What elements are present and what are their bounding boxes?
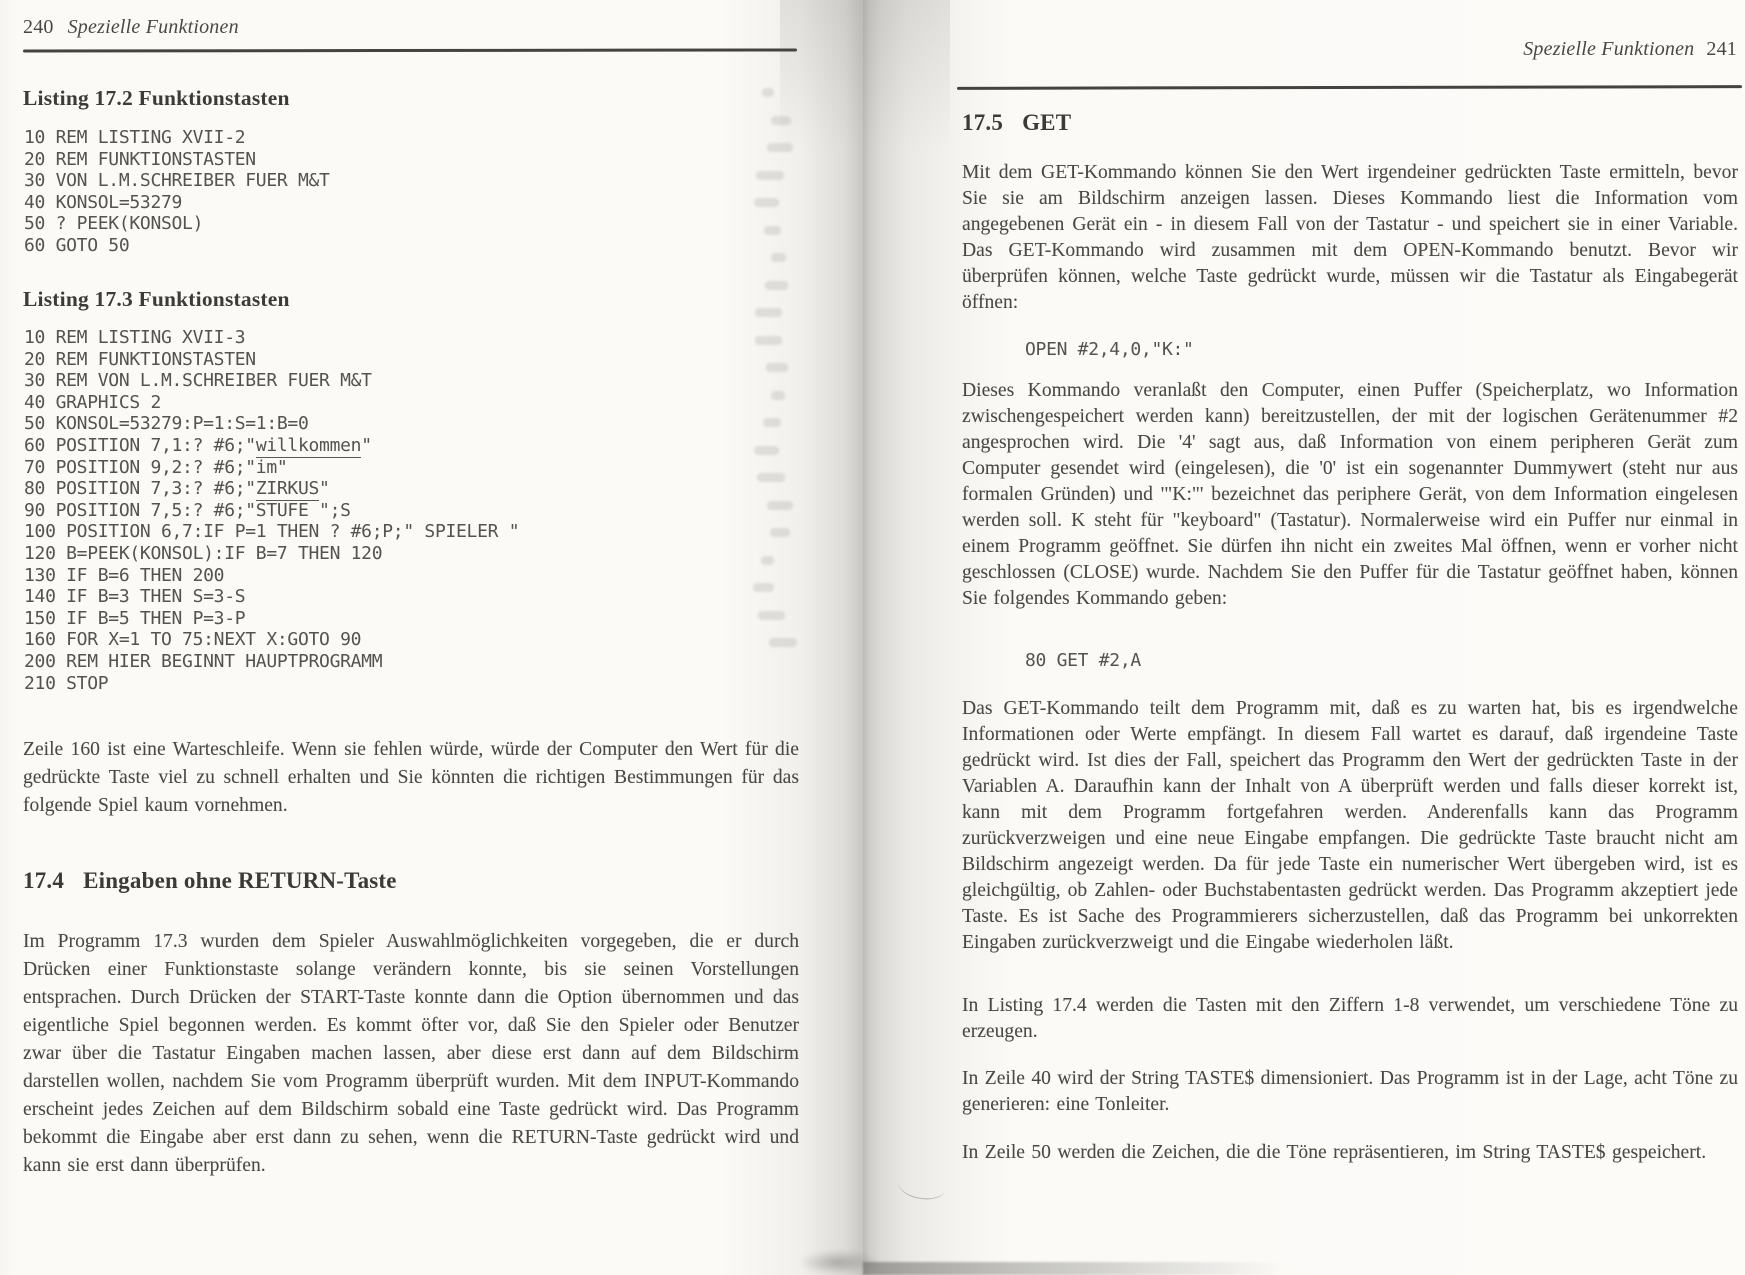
gutter-print-through	[757, 473, 785, 482]
paragraph-get-explanation: Das GET-Kommando teilt dem Programm mit, daß es zu warten hat, bis es irgendwelche Informationen oder Werte empfängt. In diesem Fall wartet es darauf, daß irgendeine Taste gedrückt wird. Ist dies der Fall, speichert das Programm den Wert der gedrückten Taste in der Variablen A. Daraufhin kann der Inhalt von A überprüft werden und falls dieser korrekt ist, kann mit dem Programm fortgefahren werden. Anderenfalls kann das Programm zurückverzweigen und eine neue Eingabe empfangen. Die gedrückte Taste braucht nicht am Bildschirm angezeigt werden. Da für jede Taste ein numerischer Wert übergeben wird, ist es gleichgültig, ob Zahlen- oder Buchstabentasten gedrückt werden. Das Programm akzeptiert jede Taste. Es ist Sache des Programmierers sicherzustellen, daß das Programm bei unkorrekten Eingaben zurückverzweigt und die Eingabe wiederholen läßt.	[962, 698, 1738, 953]
paragraph-open-explanation: Dieses Kommando veranlaßt den Computer, einen Puffer (Speicherplatz, wo Information zwischengespeichert werden kann) bereitzustellen, der mit der logischen Gerätenummer #2 angesprochen wird. Die '4' sagt aus, daß Information von einem peripheren Gerät zum Computer gesendet wird (eingelesen), die '0' ist ein sogenannter Dummywert (steht nur aus formalen Gründen) und '"K:"' bezeichnet das periphere Gerät, von dem Information eingelesen werden soll. K steht für "keyboard" (Tastatur). Normalerweise wird ein Puffer nur einmal in einem Programm geöffnet. Sie dürfen ihn nicht ein zweites Mal öffnen, wenn er vorher nicht geschlossen (CLOSE) wurde. Nachdem Sie den Puffer für die Tastatur geöffnet haben, können Sie folgendes Kommando geben:	[962, 380, 1738, 609]
gutter-print-through	[755, 308, 783, 317]
gutter-print-through	[765, 281, 788, 290]
gutter-print-through	[762, 88, 774, 97]
running-head-left	[23, 16, 239, 39]
gutter-print-through	[754, 446, 779, 455]
code-line: 10 REM LISTING XVII-3	[24, 327, 246, 348]
gutter-print-through	[767, 501, 793, 510]
code-line: 20 REM FUNKTIONSTASTEN	[24, 148, 256, 170]
code-line: 130 IF B=6 THEN 200	[24, 564, 225, 586]
code-line: 20 REM FUNKTIONSTASTEN	[24, 348, 256, 370]
gutter-print-through	[763, 418, 781, 427]
code-line: 40 GRAPHICS 2	[24, 391, 161, 413]
page-number-right: 241	[1706, 38, 1737, 60]
code-line: 150 IF B=5 THEN P=3-P	[24, 607, 246, 629]
code-get-statement: 80 GET #2,A	[1025, 650, 1141, 671]
section-heading-17-5	[962, 110, 1071, 136]
code-line: 90 POSITION 7,5:? #6;"STUFE ";S	[24, 499, 351, 521]
paragraph-17-4: Im Programm 17.3 wurden dem Spieler Auswahlmöglichkeiten vorgegeben, die er durch Drücken einer Funktionstaste solange verändern konnte, bis sie seinen Vorstellungen entsprachen. Durch Drücken der START-Taste konnte dann die Option übernommen und das eigentliche Spiel begonnen werden. Es kommt öfter vor, daß Sie den Spieler oder Benutzer zwar über die Tastatur Eingaben machen lassen, aber diese erst dann auf dem Bildschirm darstellen wollen, nachdem Sie vom Programm überprüft wurden. Mit dem INPUT-Kommando erscheint jedes Zeichen auf dem Bildschirm sobald eine Taste gedrückt wird. Das Programm bekommt die Eingabe aber erst dann zu sehen, wenn die RETURN-Taste gedrückt wird und kann sie erst dann überprüfen.	[23, 931, 799, 1176]
paragraph-zeile-40-note: In Zeile 40 wird der String TASTE$ dimensioniert. Das Programm ist in der Lage, acht Töne zu generieren: eine Tonleiter.	[962, 1068, 1738, 1115]
code-line: 60 POSITION 7,1:? #6;"willkommen"	[24, 434, 372, 456]
paragraph-zeile-160: Zeile 160 ist eine Warteschleife. Wenn sie fehlen würde, würde der Computer den Wert für die gedrückte Taste viel zu schnell erhalten und Sie könnten die richtigen Bestimmungen für das folgende Spiel kaum vornehmen.	[23, 739, 799, 816]
gutter-print-through	[753, 583, 774, 592]
listing-17-2-code	[24, 127, 330, 257]
listing-17-3-title: Listing 17.3 Funktionstasten	[23, 287, 290, 311]
gutter-print-through	[767, 143, 793, 152]
paragraph-listing-17-4-note: In Listing 17.4 werden die Tasten mit den Ziffern 1-8 verwendet, um verschiedene Töne zu erzeugen.	[962, 995, 1738, 1042]
code-line: 30 REM VON L.M.SCHREIBER FUER M&T	[24, 370, 372, 392]
gutter-print-through	[770, 528, 790, 537]
code-line: 40 KONSOL=53279	[24, 191, 183, 213]
gutter-print-through	[754, 198, 779, 207]
page-bottom-shadow	[863, 1262, 1333, 1275]
code-line: 60 GOTO 50	[24, 234, 130, 256]
gutter-print-through	[756, 171, 784, 180]
code-line: 80 POSITION 7,3:? #6;"ZIRKUS"	[24, 478, 330, 500]
gutter-print-through	[766, 363, 788, 372]
section-number: 17.5	[962, 110, 1004, 135]
header-rule-left	[23, 48, 797, 52]
running-title-right: Spezielle Funktionen	[1523, 38, 1695, 60]
section-title: GET	[1022, 110, 1072, 135]
code-line: 10 REM LISTING XVII-2	[24, 127, 246, 148]
code-line: 200 REM HIER BEGINNT HAUPTPROGRAMM	[24, 650, 383, 672]
code-line: 120 B=PEEK(KONSOL):IF B=7 THEN 120	[24, 542, 383, 564]
gutter-print-through	[771, 253, 786, 262]
section-number: 17.4	[23, 868, 65, 893]
code-line: 50 ? PEEK(KONSOL)	[24, 213, 204, 235]
code-line: 210 STOP	[24, 672, 109, 694]
gutter-print-through	[769, 638, 797, 647]
running-head-right	[1523, 38, 1737, 61]
code-line: 140 IF B=3 THEN S=3-S	[24, 586, 246, 608]
gutter-print-through	[758, 611, 785, 620]
running-title-left: Spezielle Funktionen	[67, 16, 239, 38]
code-line: 70 POSITION 9,2:? #6;"im"	[24, 456, 288, 478]
gutter-print-through	[761, 556, 774, 565]
code-line: 160 FOR X=1 TO 75:NEXT X:GOTO 90	[24, 629, 362, 651]
section-heading-17-4	[23, 868, 397, 894]
page-number-left: 240	[23, 16, 54, 38]
listing-17-3-code	[24, 327, 519, 694]
section-title: Eingaben ohne RETURN-Taste	[83, 868, 397, 893]
paragraph-get-intro: Mit dem GET-Kommando können Sie den Wert irgendeiner gedrückten Taste ermitteln, bevor Sie sie am Bildschirm anzeigen lassen. Dieses Kommando liest die Information vom angegebenen Gerät ein - in diesem Fall von der Tastatur - und speichert sie in einer Variable. Das GET-Kommando wird zusammen mit dem OPEN-Kommando benutzt. Bevor wir überprüfen können, welche Taste gedrückt wurde, müssen wir die Tastatur als Eingabegerät öffnen:	[962, 162, 1738, 313]
listing-17-2-title: Listing 17.2 Funktionstasten	[23, 86, 290, 110]
code-line: 50 KONSOL=53279:P=1:S=1:B=0	[24, 413, 309, 435]
page-left	[0, 0, 863, 1275]
code-line: 100 POSITION 6,7:IF P=1 THEN ? #6;P;" SPIELER "	[24, 521, 520, 543]
code-open-statement: OPEN #2,4,0,"K:"	[1025, 339, 1194, 360]
gutter-print-through	[764, 226, 781, 235]
gutter-print-through	[771, 116, 791, 125]
paragraph-zeile-50-note: In Zeile 50 werden die Zeichen, die die Töne repräsentieren, im String TASTE$ gespeichert.	[962, 1142, 1707, 1163]
code-line: 30 VON L.M.SCHREIBER FUER M&T	[24, 170, 330, 192]
gutter-print-through	[771, 391, 785, 400]
gutter-print-through	[755, 336, 782, 345]
